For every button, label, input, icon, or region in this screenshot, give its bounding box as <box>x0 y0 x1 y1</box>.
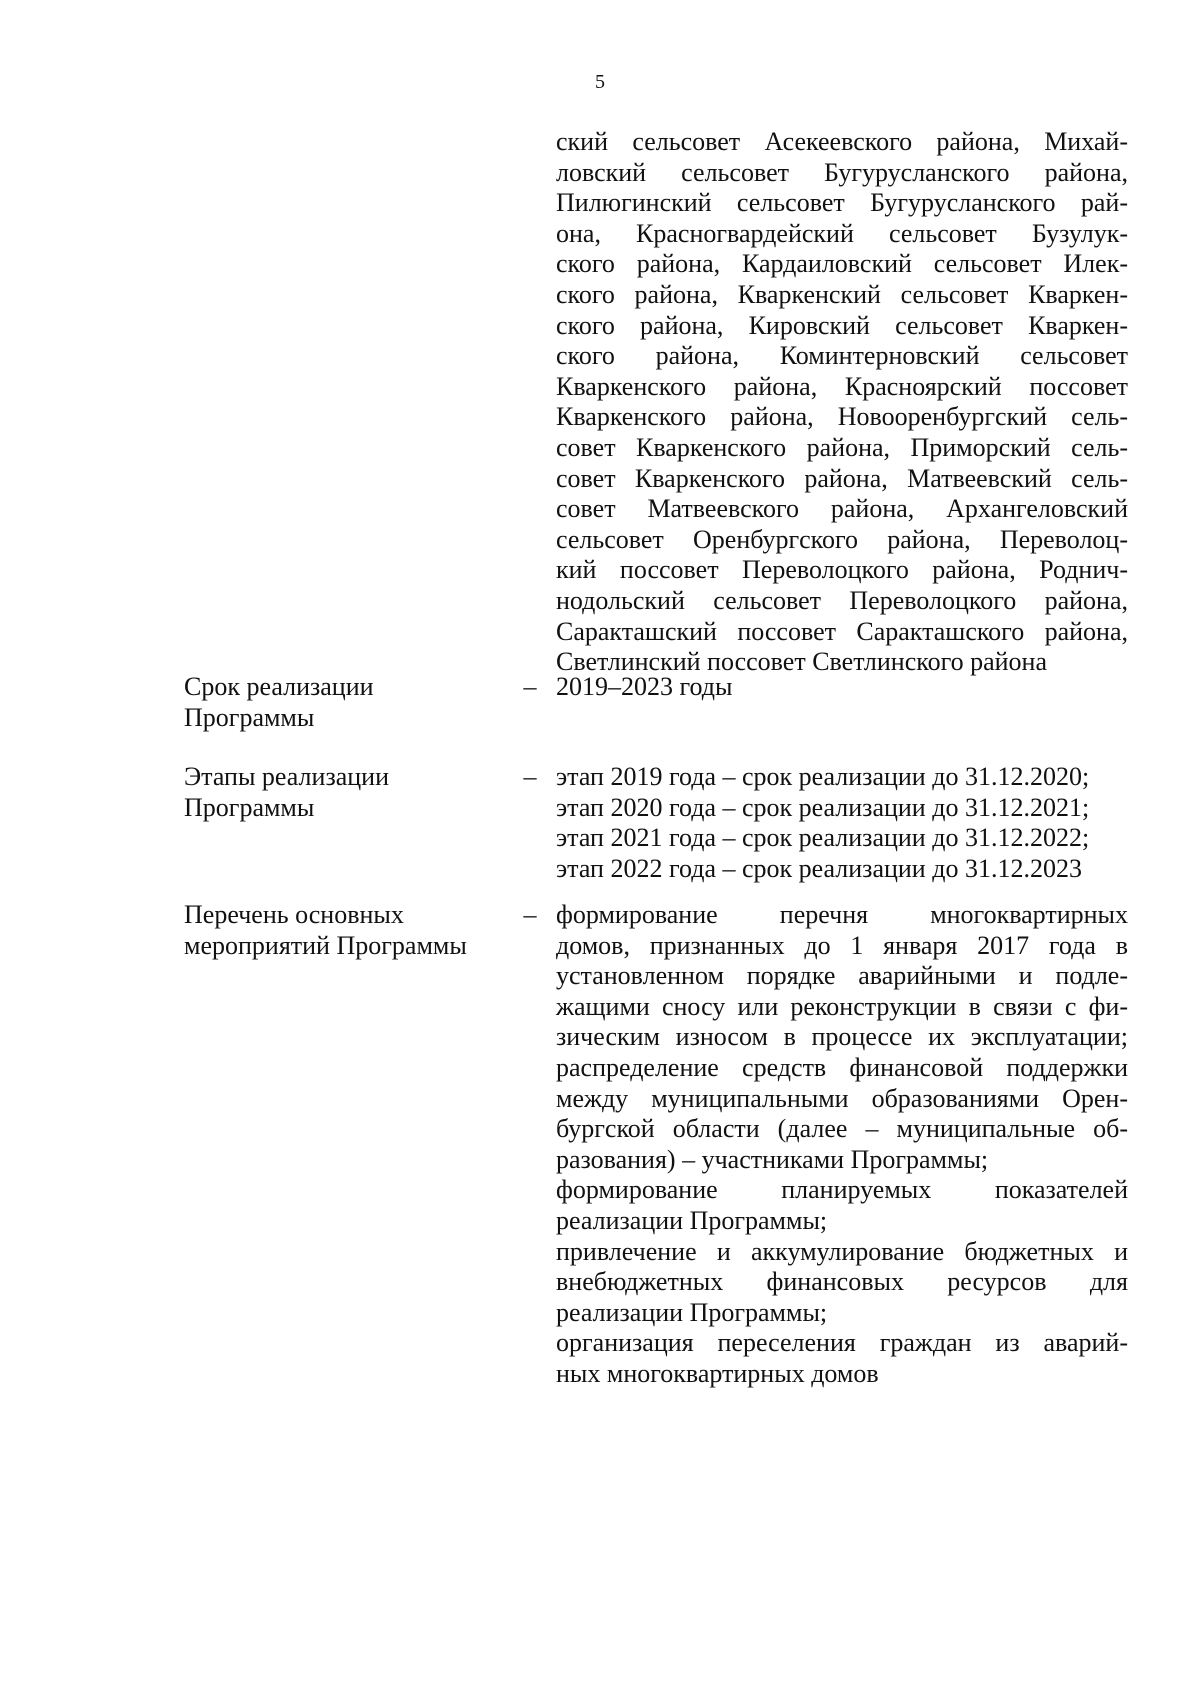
continuation-text <box>556 127 1128 678</box>
value-line: бургской области (далее – муниципальные об- <box>556 1114 1128 1144</box>
text-line: Кваркенского района, Новооренбургский сель- <box>556 402 1128 432</box>
text-line: совет Матвеевского района, Архангеловский <box>556 494 1128 524</box>
value-line: между муниципальными образованиями Орен- <box>556 1083 1128 1113</box>
dash-separator: – <box>523 672 537 701</box>
value-line: зическим износом в процессе их эксплуатации; <box>556 1022 1128 1052</box>
row-label <box>184 762 504 823</box>
text-line: Светлинский поссовет Светлинского района <box>556 647 1047 677</box>
value-line: распределение средств финансовой поддержки <box>556 1052 1128 1082</box>
value-line: разования) – участниками Программы; <box>556 1144 989 1174</box>
text-line: ского района, Кардаиловский сельсовет Илек- <box>556 249 1128 279</box>
value-line: формирование перечня многоквартирных <box>556 900 1128 929</box>
row-value <box>556 900 1128 1390</box>
label-line: Срок реализации <box>184 672 374 701</box>
text-line: Пилюгинский сельсовет Бугурусланского рай- <box>556 188 1128 218</box>
label-line: Программы <box>184 792 315 822</box>
text-line: совет Кваркенского района, Матвеевский сель- <box>556 463 1128 493</box>
dash-separator: – <box>523 762 537 791</box>
text-line: совет Кваркенского района, Приморский сель- <box>556 432 1128 462</box>
value-line: домов, признанных до 1 января 2017 года в <box>556 930 1128 960</box>
value-line: 2019–2023 годы <box>556 672 733 701</box>
value-line: этап 2021 года – срок реализации до 31.12.2022; <box>556 823 1090 853</box>
dash-separator: – <box>523 900 537 929</box>
value-line: жащими сносу или реконструкции в связи с фи- <box>556 991 1128 1021</box>
value-line: внебюджетных финансовых ресурсов для <box>556 1267 1128 1297</box>
value-line: реализации Программы; <box>556 1297 828 1327</box>
text-line: ловский сельсовет Бугурусланского района, <box>556 157 1128 187</box>
text-line: ского района, Кваркенский сельсовет Кваркен- <box>556 279 1128 309</box>
value-line: этап 2020 года – срок реализации до 31.12.2021; <box>556 792 1090 822</box>
value-line: этап 2022 года – срок реализации до 31.12.2023 <box>556 853 1082 883</box>
value-line: реализации Программы; <box>556 1205 828 1235</box>
row-label <box>184 672 504 733</box>
text-line: нодольский сельсовет Переволоцкого района, <box>556 585 1128 615</box>
value-line: ных многоквартирных домов <box>556 1358 879 1388</box>
text-line: ского района, Кировский сельсовет Кваркен- <box>556 310 1128 340</box>
value-line: этап 2019 года – срок реализации до 31.12.2020; <box>556 762 1090 791</box>
text-line: Саракташский поссовет Саракташского района, <box>556 616 1128 646</box>
row-value <box>556 672 1128 703</box>
row-value <box>556 762 1128 884</box>
label-line: Программы <box>184 702 315 732</box>
value-line: формирование планируемых показателей <box>556 1175 1128 1205</box>
value-line: организация переселения граждан из аварий- <box>556 1328 1128 1358</box>
text-line: ский сельсовет Асекеевского района, Михай- <box>556 127 1128 156</box>
value-line: привлечение и аккумулирование бюджетных и <box>556 1236 1128 1266</box>
row-label <box>184 900 504 961</box>
text-line: Кваркенского района, Красноярский поссовет <box>556 371 1128 401</box>
text-line: кий поссовет Переволоцкого района, Роднич- <box>556 555 1128 585</box>
text-line: сельсовет Оренбургского района, Переволоц- <box>556 524 1128 554</box>
page-number: 5 <box>595 71 605 93</box>
value-line: установленном порядке аварийными и подле- <box>556 961 1128 991</box>
label-line: Этапы реализации <box>184 762 389 791</box>
label-line: Перечень основных <box>184 900 404 929</box>
text-line: она, Красногвардейский сельсовет Бузулук- <box>556 218 1128 248</box>
label-line: мероприятий Программы <box>184 930 467 960</box>
text-line: ского района, Коминтерновский сельсовет <box>556 341 1128 371</box>
